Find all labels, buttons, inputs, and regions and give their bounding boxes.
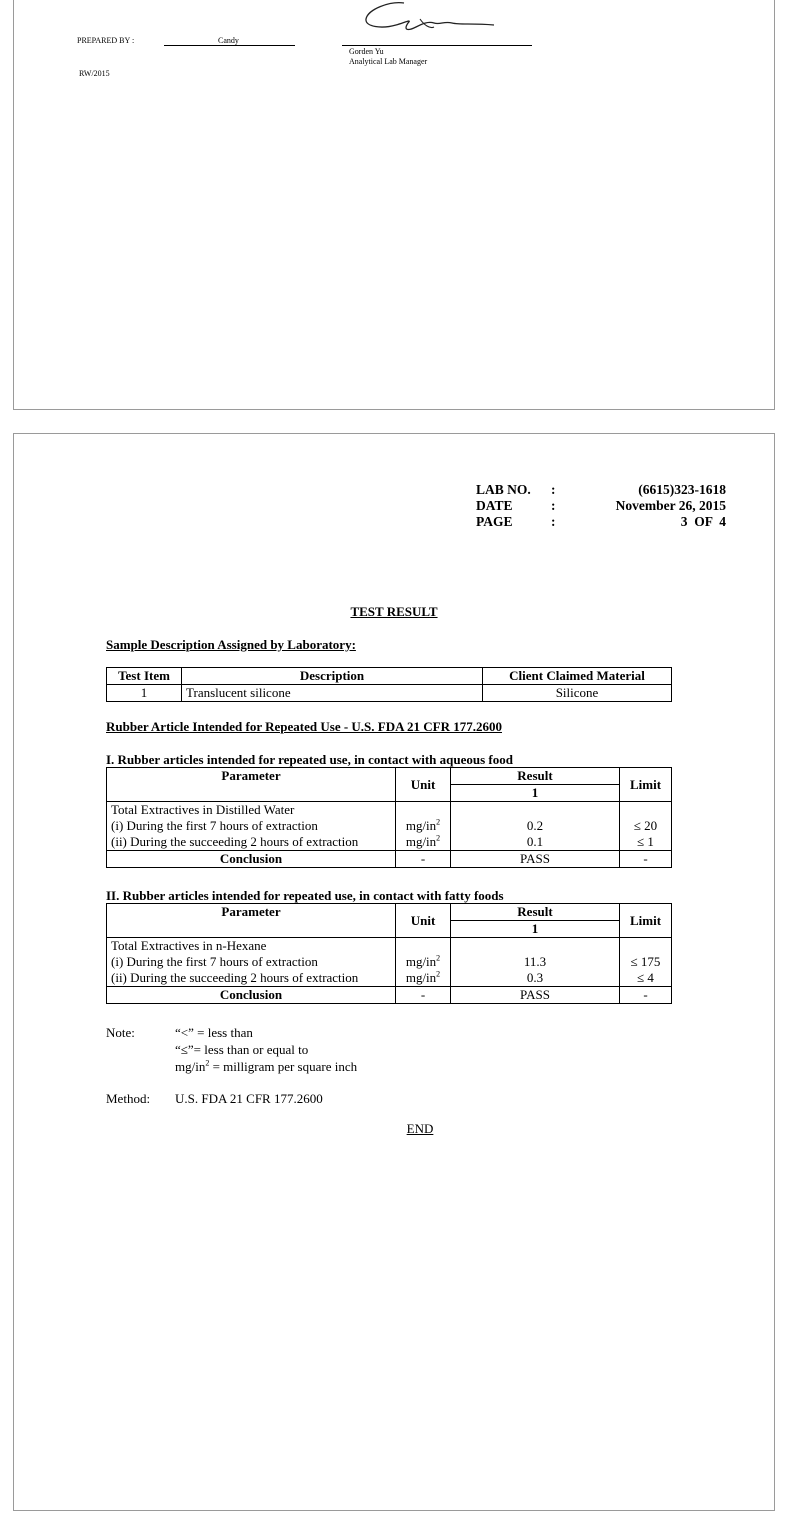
conclusion-limit: - (620, 851, 672, 868)
table-row (107, 802, 672, 819)
result-cell: 11.3 (451, 954, 620, 970)
unit-text: mg/in (405, 818, 437, 833)
page-number-value: 3 OF 4 (680, 514, 726, 529)
column-header-test-item: Test Item (107, 668, 182, 685)
lab-no-value: (6615)323-1618 (638, 482, 726, 497)
page-title: TEST RESULT (350, 604, 438, 619)
group-label-cell: Total Extractives in n-Hexane (107, 938, 396, 955)
note-unit-meaning: = milligram per square inch (209, 1059, 358, 1074)
method-value: U.S. FDA 21 CFR 177.2600 (175, 1091, 323, 1106)
conclusion-row (107, 987, 672, 1004)
report-page-2-fragment (13, 0, 775, 410)
unit-superscript: 2 (436, 953, 441, 963)
unit-text: mg/in (405, 970, 437, 985)
end-marker: END (406, 1121, 434, 1136)
unit-superscript: 2 (436, 817, 441, 827)
result-cell: 0.1 (451, 834, 620, 851)
conclusion-limit: - (620, 987, 672, 1004)
description-cell: Translucent silicone (182, 685, 483, 702)
prepared-by-name: Candy (218, 36, 239, 45)
conclusion-label: Conclusion (107, 987, 396, 1004)
unit-text: mg/in (405, 834, 437, 849)
table-header-row (107, 668, 672, 685)
parameter-cell: (i) During the first 7 hours of extraction (107, 818, 396, 834)
limit-cell: ≤ 20 (620, 818, 672, 834)
conclusion-label: Conclusion (107, 851, 396, 868)
parameter-cell: (ii) During the succeeding 2 hours of extraction (107, 834, 396, 851)
page-label: PAGE (476, 514, 513, 529)
table-row (107, 970, 672, 987)
handwritten-signature (360, 0, 500, 39)
date-colon: : (551, 498, 556, 513)
signature-line (342, 45, 532, 46)
form-code: RW/2015 (79, 69, 110, 78)
column-header-limit: Limit (620, 904, 672, 938)
signatory-name: Gorden Yu (349, 47, 384, 56)
limit-cell: ≤ 4 (620, 970, 672, 987)
date-value: November 26, 2015 (615, 498, 726, 513)
empty-cell (396, 802, 451, 819)
column-header-client-material: Client Claimed Material (483, 668, 672, 685)
empty-cell (451, 802, 620, 819)
prepared-by-label: PREPARED BY : (77, 36, 135, 45)
test-item-cell: 1 (107, 685, 182, 702)
note-label: Note: (106, 1025, 135, 1040)
parameter-cell: (i) During the first 7 hours of extraction (107, 954, 396, 970)
unit-superscript: 2 (205, 1058, 210, 1068)
sample-description-table (106, 667, 672, 702)
result-cell: 0.3 (451, 970, 620, 987)
column-header-limit: Limit (620, 768, 672, 802)
table-row (107, 938, 672, 955)
lab-no-label: LAB NO. (476, 482, 531, 497)
conclusion-unit: - (396, 987, 451, 1004)
column-header-description: Description (182, 668, 483, 685)
note-unit-text: mg/in (175, 1059, 206, 1074)
note-unit-definition (175, 1058, 357, 1075)
unit-text: mg/in (405, 954, 437, 969)
empty-cell (620, 938, 672, 955)
column-header-parameter: Parameter (107, 768, 396, 802)
column-header-parameter: Parameter (107, 904, 396, 938)
column-header-unit: Unit (396, 768, 451, 802)
empty-cell (620, 802, 672, 819)
signatory-title: Analytical Lab Manager (349, 57, 428, 66)
column-header-result-sample: 1 (451, 785, 620, 802)
column-header-result: Result (451, 904, 620, 921)
unit-cell (396, 970, 451, 987)
unit-superscript: 2 (436, 833, 441, 843)
column-header-unit: Unit (396, 904, 451, 938)
table-row (107, 954, 672, 970)
lab-no-colon: : (551, 482, 556, 497)
page-colon: : (551, 514, 556, 529)
group-label-cell: Total Extractives in Distilled Water (107, 802, 396, 819)
fatty-table-heading: II. Rubber articles intended for repeated use, in contact with fatty foods (106, 888, 504, 903)
prepared-by-line (164, 45, 295, 46)
conclusion-row (107, 851, 672, 868)
limit-cell: ≤ 1 (620, 834, 672, 851)
sample-description-heading: Sample Description Assigned by Laboratory: (106, 637, 356, 652)
unit-superscript: 2 (436, 969, 441, 979)
aqueous-food-results-table (106, 767, 672, 868)
parameter-cell: (ii) During the succeeding 2 hours of extraction (107, 970, 396, 987)
unit-cell (396, 818, 451, 834)
limit-cell: ≤ 175 (620, 954, 672, 970)
material-cell: Silicone (483, 685, 672, 702)
table-header-row (107, 904, 672, 921)
empty-cell (396, 938, 451, 955)
table-row (107, 834, 672, 851)
aqueous-table-heading: I. Rubber articles intended for repeated use, in contact with aqueous food (106, 752, 513, 767)
unit-cell (396, 834, 451, 851)
note-less-than: “<” = less than (175, 1025, 253, 1040)
conclusion-result: PASS (451, 851, 620, 868)
table-row (107, 685, 672, 702)
unit-cell (396, 954, 451, 970)
date-label: DATE (476, 498, 513, 513)
note-less-than-or-equal: “≤”= less than or equal to (175, 1042, 309, 1057)
table-row (107, 818, 672, 834)
method-label: Method: (106, 1091, 151, 1106)
conclusion-unit: - (396, 851, 451, 868)
report-page-3 (13, 433, 775, 1511)
table-header-row (107, 768, 672, 785)
column-header-result: Result (451, 768, 620, 785)
empty-cell (451, 938, 620, 955)
conclusion-result: PASS (451, 987, 620, 1004)
fatty-food-results-table (106, 903, 672, 1004)
regulation-heading: Rubber Article Intended for Repeated Use - U.S. FDA 21 CFR 177.2600 (106, 719, 502, 734)
result-cell: 0.2 (451, 818, 620, 834)
column-header-result-sample: 1 (451, 921, 620, 938)
